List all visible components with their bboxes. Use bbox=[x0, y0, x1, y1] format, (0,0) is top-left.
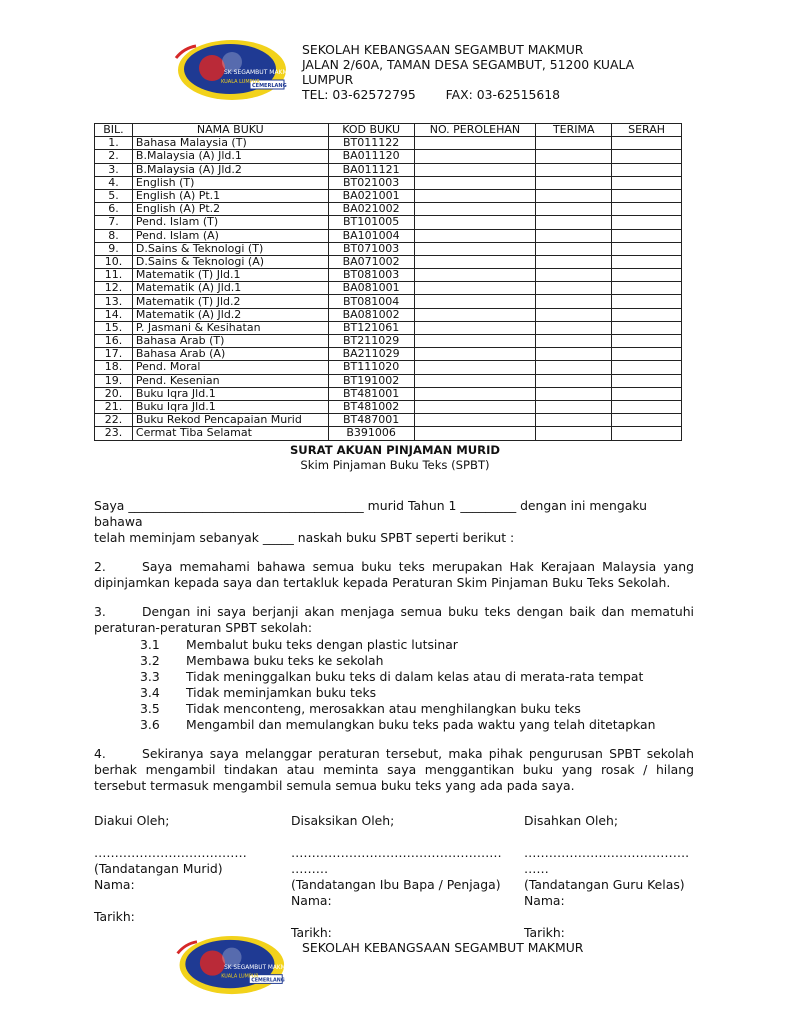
table-row bbox=[95, 348, 682, 361]
table-row bbox=[95, 216, 682, 229]
sig-student-heading: Diakui Oleh; bbox=[94, 813, 170, 828]
cell-kod-buku: BA211029 bbox=[328, 348, 414, 361]
cell-bil: 8. bbox=[95, 229, 133, 242]
cell-terima[interactable] bbox=[536, 255, 612, 268]
cell-no-perolehan[interactable] bbox=[414, 427, 536, 440]
list-item bbox=[140, 637, 458, 653]
cell-serah[interactable] bbox=[612, 216, 682, 229]
list-item-number: 3.2 bbox=[140, 653, 160, 668]
cell-terima[interactable] bbox=[536, 229, 612, 242]
paragraph-4-number: 4. bbox=[94, 746, 106, 761]
cell-serah[interactable] bbox=[612, 400, 682, 413]
table-row bbox=[95, 282, 682, 295]
book-table bbox=[94, 123, 682, 441]
cell-bil: 19. bbox=[95, 374, 133, 387]
table-row bbox=[95, 387, 682, 400]
cell-nama-buku: Cermat Tiba Selamat bbox=[132, 427, 328, 440]
cell-serah[interactable] bbox=[612, 242, 682, 255]
table-row bbox=[95, 176, 682, 189]
cell-no-perolehan[interactable] bbox=[414, 242, 536, 255]
cell-serah[interactable] bbox=[612, 335, 682, 348]
cell-nama-buku: D.Sains & Teknologi (A) bbox=[132, 255, 328, 268]
table-row bbox=[95, 189, 682, 202]
cell-terima[interactable] bbox=[536, 269, 612, 282]
svg-text:CEMERLANG: CEMERLANG bbox=[251, 978, 285, 984]
paragraph-4 bbox=[94, 746, 694, 794]
cell-no-perolehan[interactable] bbox=[414, 163, 536, 176]
svg-text:SK SEGAMBUT MAKMUR: SK SEGAMBUT MAKMUR bbox=[224, 69, 297, 76]
cell-no-perolehan[interactable] bbox=[414, 255, 536, 268]
school-name: SEKOLAH KEBANGSAAN SEGAMBUT MAKMUR bbox=[302, 42, 584, 57]
cell-kod-buku: BA071002 bbox=[328, 255, 414, 268]
cell-nama-buku: Matematik (A) Jld.2 bbox=[132, 308, 328, 321]
list-item-text: Membawa buku teks ke sekolah bbox=[186, 653, 384, 668]
cell-bil: 23. bbox=[95, 427, 133, 440]
cell-no-perolehan[interactable] bbox=[414, 348, 536, 361]
letter-subtitle: Skim Pinjaman Buku Teks (SPBT) bbox=[300, 458, 490, 472]
cell-kod-buku: BT211029 bbox=[328, 335, 414, 348]
table-row bbox=[95, 269, 682, 282]
cell-kod-buku: BT111020 bbox=[328, 361, 414, 374]
cell-terima[interactable] bbox=[536, 163, 612, 176]
cell-nama-buku: Matematik (T) Jld.1 bbox=[132, 269, 328, 282]
paragraph-3-number: 3. bbox=[94, 604, 106, 619]
cell-no-perolehan[interactable] bbox=[414, 189, 536, 202]
cell-nama-buku: Matematik (A) Jld.1 bbox=[132, 282, 328, 295]
cell-nama-buku: Matematik (T) Jld.2 bbox=[132, 295, 328, 308]
cell-kod-buku: BT011122 bbox=[328, 137, 414, 150]
list-item bbox=[140, 701, 581, 717]
cell-terima[interactable] bbox=[536, 321, 612, 334]
sig-student-name: Nama: bbox=[94, 877, 135, 892]
cell-kod-buku: BT081003 bbox=[328, 269, 414, 282]
cell-bil: 15. bbox=[95, 321, 133, 334]
table-row bbox=[95, 414, 682, 427]
cell-terima[interactable] bbox=[536, 387, 612, 400]
cell-serah[interactable] bbox=[612, 189, 682, 202]
paragraph-2-text: Saya memahami bahawa semua buku teks merupakan Hak Kerajaan Malaysia yang dipinjamkan kepada saya dan tertakluk kepada Peraturan Skim Pinjaman Buku Teks Sekolah. bbox=[94, 559, 694, 590]
cell-no-perolehan[interactable] bbox=[414, 308, 536, 321]
intro-line2: telah meminjam sebanyak _____ naskah buku SPBT seperti berikut : bbox=[94, 530, 515, 545]
cell-serah[interactable] bbox=[612, 321, 682, 334]
cell-kod-buku: BT191002 bbox=[328, 374, 414, 387]
sig-teacher-dots2: …… bbox=[524, 861, 549, 876]
cell-no-perolehan[interactable] bbox=[414, 282, 536, 295]
list-item bbox=[140, 717, 656, 733]
cell-terima[interactable] bbox=[536, 400, 612, 413]
table-row bbox=[95, 335, 682, 348]
cell-terima[interactable] bbox=[536, 203, 612, 216]
cell-nama-buku: P. Jasmani & Kesihatan bbox=[132, 321, 328, 334]
table-row bbox=[95, 321, 682, 334]
table-row bbox=[95, 427, 682, 440]
cell-bil: 1. bbox=[95, 137, 133, 150]
cell-terima[interactable] bbox=[536, 335, 612, 348]
cell-nama-buku: English (T) bbox=[132, 176, 328, 189]
cell-kod-buku: BT101005 bbox=[328, 216, 414, 229]
cell-kod-buku: BT021003 bbox=[328, 176, 414, 189]
cell-nama-buku: English (A) Pt.2 bbox=[132, 203, 328, 216]
cell-nama-buku: Pend. Islam (A) bbox=[132, 229, 328, 242]
cell-nama-buku: Pend. Moral bbox=[132, 361, 328, 374]
cell-bil: 16. bbox=[95, 335, 133, 348]
cell-nama-buku: Pend. Kesenian bbox=[132, 374, 328, 387]
cell-terima[interactable] bbox=[536, 427, 612, 440]
table-row bbox=[95, 374, 682, 387]
cell-no-perolehan[interactable] bbox=[414, 176, 536, 189]
cell-bil: 12. bbox=[95, 282, 133, 295]
svg-text:SK SEGAMBUT MAKMUR: SK SEGAMBUT MAKMUR bbox=[224, 964, 294, 971]
cell-terima[interactable] bbox=[536, 216, 612, 229]
paragraph-3-text: Dengan ini saya berjanji akan menjaga semua buku teks dengan baik dan mematuhi peraturan-peraturan SPBT sekolah: bbox=[94, 604, 694, 635]
cell-no-perolehan[interactable] bbox=[414, 203, 536, 216]
list-item-number: 3.6 bbox=[140, 717, 160, 732]
cell-terima[interactable] bbox=[536, 374, 612, 387]
cell-nama-buku: B.Malaysia (A) Jld.1 bbox=[132, 150, 328, 163]
table-row bbox=[95, 203, 682, 216]
cell-kod-buku: BA081002 bbox=[328, 308, 414, 321]
cell-no-perolehan[interactable] bbox=[414, 137, 536, 150]
cell-kod-buku: BT121061 bbox=[328, 321, 414, 334]
list-item-number: 3.4 bbox=[140, 685, 160, 700]
cell-kod-buku: BA101004 bbox=[328, 229, 414, 242]
cell-serah[interactable] bbox=[612, 308, 682, 321]
cell-terima[interactable] bbox=[536, 295, 612, 308]
sig-teacher-name: Nama: bbox=[524, 893, 565, 908]
cell-nama-buku: English (A) Pt.1 bbox=[132, 189, 328, 202]
cell-bil: 13. bbox=[95, 295, 133, 308]
cell-kod-buku: BT481001 bbox=[328, 387, 414, 400]
sig-parent-role: (Tandatangan Ibu Bapa / Penjaga) bbox=[291, 877, 501, 892]
cell-no-perolehan[interactable] bbox=[414, 361, 536, 374]
cell-bil: 22. bbox=[95, 414, 133, 427]
school-header bbox=[302, 42, 662, 102]
list-item-text: Tidak menconteng, merosakkan atau menghilangkan buku teks bbox=[186, 701, 581, 716]
cell-serah[interactable] bbox=[612, 427, 682, 440]
cell-serah[interactable] bbox=[612, 163, 682, 176]
cell-kod-buku: BA021002 bbox=[328, 203, 414, 216]
cell-bil: 6. bbox=[95, 203, 133, 216]
cell-serah[interactable] bbox=[612, 361, 682, 374]
cell-no-perolehan[interactable] bbox=[414, 229, 536, 242]
cell-serah[interactable] bbox=[612, 176, 682, 189]
school-address-line2: LUMPUR bbox=[302, 72, 354, 87]
header-nama-buku: NAMA BUKU bbox=[132, 124, 328, 137]
cell-nama-buku: Buku Iqra Jld.1 bbox=[132, 387, 328, 400]
intro-line1: Saya ______________________________________ murid Tahun 1 _________ dengan ini mengaku bahawa bbox=[94, 498, 647, 529]
cell-serah[interactable] bbox=[612, 229, 682, 242]
cell-serah[interactable] bbox=[612, 348, 682, 361]
sig-parent-heading: Disaksikan Oleh; bbox=[291, 813, 395, 828]
cell-kod-buku: B391006 bbox=[328, 427, 414, 440]
sig-student-role: (Tandatangan Murid) bbox=[94, 861, 223, 876]
header-bil: BIL. bbox=[95, 124, 133, 137]
cell-nama-buku: Pend. Islam (T) bbox=[132, 216, 328, 229]
cell-nama-buku: Buku Rekod Pencapaian Murid bbox=[132, 414, 328, 427]
cell-no-perolehan[interactable] bbox=[414, 216, 536, 229]
cell-terima[interactable] bbox=[536, 414, 612, 427]
cell-bil: 4. bbox=[95, 176, 133, 189]
svg-text:KUALA LUMPUR: KUALA LUMPUR bbox=[221, 79, 260, 85]
sig-parent-name: Nama: bbox=[291, 893, 332, 908]
cell-kod-buku: BT481002 bbox=[328, 400, 414, 413]
cell-bil: 7. bbox=[95, 216, 133, 229]
cell-bil: 5. bbox=[95, 189, 133, 202]
cell-kod-buku: BA021001 bbox=[328, 189, 414, 202]
cell-serah[interactable] bbox=[612, 269, 682, 282]
cell-bil: 9. bbox=[95, 242, 133, 255]
header-serah: SERAH bbox=[612, 124, 682, 137]
sig-student-dots: ………………………………. bbox=[94, 845, 247, 860]
cell-kod-buku: BA011120 bbox=[328, 150, 414, 163]
cell-kod-buku: BT081004 bbox=[328, 295, 414, 308]
cell-kod-buku: BA011121 bbox=[328, 163, 414, 176]
cell-serah[interactable] bbox=[612, 137, 682, 150]
cell-terima[interactable] bbox=[536, 348, 612, 361]
list-item-number: 3.5 bbox=[140, 701, 160, 716]
cell-terima[interactable] bbox=[536, 137, 612, 150]
list-item bbox=[140, 685, 376, 701]
list-item bbox=[140, 653, 383, 669]
school-fax: FAX: 03-62515618 bbox=[445, 87, 561, 102]
cell-terima[interactable] bbox=[536, 189, 612, 202]
cell-terima[interactable] bbox=[536, 282, 612, 295]
list-item-text: Tidak meminjamkan buku teks bbox=[186, 685, 377, 700]
cell-no-perolehan[interactable] bbox=[414, 414, 536, 427]
cell-nama-buku: D.Sains & Teknologi (T) bbox=[132, 242, 328, 255]
cell-nama-buku: Bahasa Malaysia (T) bbox=[132, 137, 328, 150]
cell-bil: 11. bbox=[95, 269, 133, 282]
signature-parent bbox=[291, 813, 502, 941]
cell-kod-buku: BA081001 bbox=[328, 282, 414, 295]
cell-terima[interactable] bbox=[536, 242, 612, 255]
footer-school-name: SEKOLAH KEBANGSAAN SEGAMBUT MAKMUR bbox=[302, 940, 584, 955]
signature-student bbox=[94, 813, 247, 925]
sig-parent-dots2: ……… bbox=[291, 861, 329, 876]
svg-text:KUALA LUMPUR: KUALA LUMPUR bbox=[221, 974, 259, 980]
cell-kod-buku: BT487001 bbox=[328, 414, 414, 427]
cell-serah[interactable] bbox=[612, 282, 682, 295]
paragraph-3 bbox=[94, 604, 694, 636]
cell-nama-buku: B.Malaysia (A) Jld.2 bbox=[132, 163, 328, 176]
sig-teacher-role: (Tandatangan Guru Kelas) bbox=[524, 877, 685, 892]
intro-paragraph bbox=[94, 498, 694, 546]
table-row bbox=[95, 295, 682, 308]
contact-row bbox=[302, 87, 662, 102]
cell-terima[interactable] bbox=[536, 176, 612, 189]
cell-no-perolehan[interactable] bbox=[414, 374, 536, 387]
paragraph-2-number: 2. bbox=[94, 559, 106, 574]
sig-teacher-heading: Disahkan Oleh; bbox=[524, 813, 619, 828]
list-item-number: 3.3 bbox=[140, 669, 160, 684]
header-terima: TERIMA bbox=[536, 124, 612, 137]
cell-no-perolehan[interactable] bbox=[414, 295, 536, 308]
footer-school-logo bbox=[166, 934, 294, 996]
cell-bil: 18. bbox=[95, 361, 133, 374]
sig-parent-date: Tarikh: bbox=[291, 925, 332, 940]
sig-student-date: Tarikh: bbox=[94, 909, 135, 924]
cell-bil: 20. bbox=[95, 387, 133, 400]
cell-no-perolehan[interactable] bbox=[414, 269, 536, 282]
school-tel: TEL: 03-62572795 bbox=[302, 87, 416, 102]
cell-serah[interactable] bbox=[612, 374, 682, 387]
table-row bbox=[95, 308, 682, 321]
list-item bbox=[140, 669, 643, 685]
table-row bbox=[95, 229, 682, 242]
sig-teacher-date: Tarikh: bbox=[524, 925, 565, 940]
table-row bbox=[95, 150, 682, 163]
cell-nama-buku: Buku Iqra Jld.1 bbox=[132, 400, 328, 413]
signature-teacher bbox=[524, 813, 689, 941]
cell-bil: 3. bbox=[95, 163, 133, 176]
cell-bil: 17. bbox=[95, 348, 133, 361]
letter-title: SURAT AKUAN PINJAMAN MURID bbox=[289, 443, 501, 457]
table-row bbox=[95, 242, 682, 255]
cell-bil: 21. bbox=[95, 400, 133, 413]
cell-no-perolehan[interactable] bbox=[414, 400, 536, 413]
list-item-text: Membalut buku teks dengan plastic lutsinar bbox=[186, 637, 458, 652]
table-row bbox=[95, 255, 682, 268]
list-item-number: 3.1 bbox=[140, 637, 160, 652]
table-row bbox=[95, 163, 682, 176]
table-row bbox=[95, 137, 682, 150]
paragraph-2 bbox=[94, 559, 694, 591]
cell-no-perolehan[interactable] bbox=[414, 321, 536, 334]
cell-serah[interactable] bbox=[612, 295, 682, 308]
cell-nama-buku: Bahasa Arab (T) bbox=[132, 335, 328, 348]
cell-kod-buku: BT071003 bbox=[328, 242, 414, 255]
school-address-line1: JALAN 2/60A, TAMAN DESA SEGAMBUT, 51200 KUALA bbox=[302, 57, 635, 72]
header-no-perolehan: NO. PEROLEHAN bbox=[414, 124, 536, 137]
cell-bil: 2. bbox=[95, 150, 133, 163]
cell-serah[interactable] bbox=[612, 255, 682, 268]
list-item-text: Mengambil dan memulangkan buku teks pada waktu yang telah ditetapkan bbox=[186, 717, 656, 732]
cell-serah[interactable] bbox=[612, 203, 682, 216]
header-kod-buku: KOD BUKU bbox=[328, 124, 414, 137]
cell-serah[interactable] bbox=[612, 414, 682, 427]
cell-no-perolehan[interactable] bbox=[414, 335, 536, 348]
cell-serah[interactable] bbox=[612, 387, 682, 400]
cell-terima[interactable] bbox=[536, 150, 612, 163]
cell-nama-buku: Bahasa Arab (A) bbox=[132, 348, 328, 361]
cell-no-perolehan[interactable] bbox=[414, 387, 536, 400]
svg-text:CEMERLANG: CEMERLANG bbox=[252, 83, 287, 89]
cell-bil: 14. bbox=[95, 308, 133, 321]
paragraph-4-text: Sekiranya saya melanggar peraturan tersebut, maka pihak pengurusan SPBT sekolah berhak mengambil tindakan atau meminta saya menggantikan buku yang rosak / hilang tersebut termasuk mengambil semula semua buku teks yang ada pada saya. bbox=[94, 746, 694, 793]
sig-teacher-dots: …………………………………. bbox=[524, 845, 690, 860]
school-logo bbox=[166, 38, 297, 102]
table-row bbox=[95, 361, 682, 374]
table-header-row bbox=[95, 124, 682, 137]
table-row bbox=[95, 400, 682, 413]
cell-terima[interactable] bbox=[536, 361, 612, 374]
cell-serah[interactable] bbox=[612, 150, 682, 163]
cell-no-perolehan[interactable] bbox=[414, 150, 536, 163]
sig-parent-dots: …………………………………………… bbox=[291, 845, 502, 860]
cell-bil: 10. bbox=[95, 255, 133, 268]
cell-terima[interactable] bbox=[536, 308, 612, 321]
list-item-text: Tidak meninggalkan buku teks di dalam kelas atau di merata-rata tempat bbox=[186, 669, 644, 684]
